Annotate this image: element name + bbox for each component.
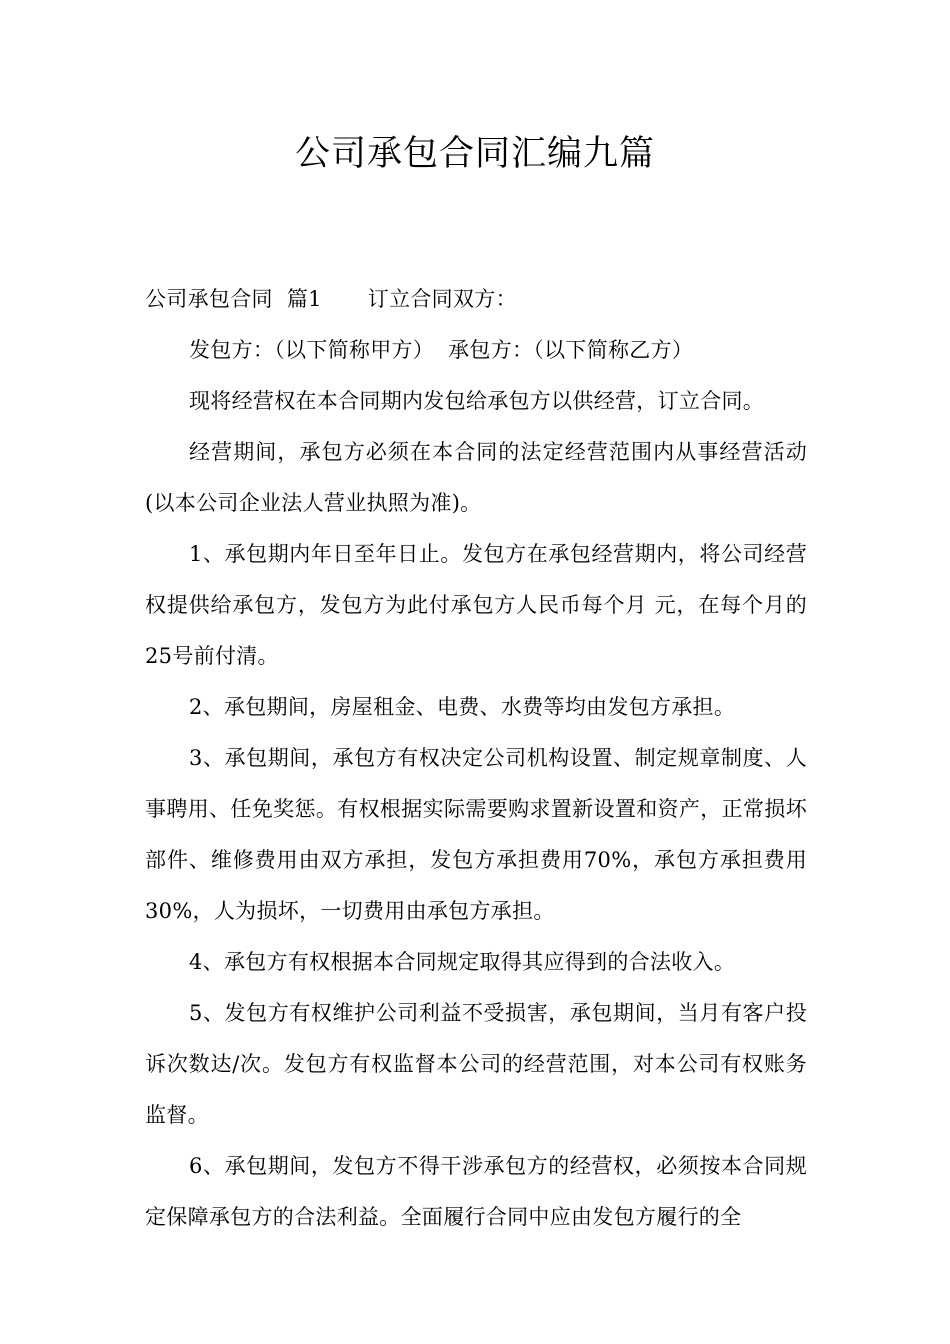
- clause-4: 4、承包方有权根据本合同规定取得其应得到的合法收入。: [189, 950, 736, 974]
- section-heading-number: 篇1: [286, 287, 322, 311]
- paragraph: 经营期间，承包方必须在本合同的法定经营范围内从事经营活动(以本公司企业法人营业执照为准)。: [145, 440, 807, 515]
- document-body: [145, 274, 807, 1243]
- document-title: 公司承包合同汇编九篇: [294, 134, 655, 174]
- clause-1: 1、承包期内年日至年日止。发包方在承包经营期内，将公司经营权提供给承包方，发包方为此付承包方人民币每个月 元，在每个月的25号前付清。: [145, 542, 807, 668]
- clause-5: 5、发包方有权维护公司利益不受损害，承包期间，当月有客户投诉次数达/次。发包方有权监督本公司的经营范围，对本公司有权账务监督。: [145, 1001, 807, 1127]
- section-heading-label: 公司承包合同: [145, 287, 273, 311]
- paragraph: 现将经营权在本合同期内发包给承包方以供经营，订立合同。: [189, 389, 765, 413]
- clause-6: 6、承包期间，发包方不得干涉承包方的经营权，必须按本合同规定保障承包方的合法利益。全面履行合同中应由发包方履行的全: [145, 1154, 807, 1229]
- section-heading: [145, 274, 807, 325]
- contractor-party: 承包方：（以下简称乙方）: [448, 338, 694, 362]
- employer-party: 发包方：（以下简称甲方）: [189, 338, 435, 362]
- section-heading-text: 订立合同双方：: [367, 287, 517, 311]
- parties-line: [145, 325, 807, 376]
- clause-2: 2、承包期间，房屋租金、电费、水费等均由发包方承担。: [189, 695, 736, 719]
- clause-3: 3、承包期间，承包方有权决定公司机构设置、制定规章制度、人事聘用、任免奖惩。有权根据实际需要购求置新设置和资产，正常损坏部件、维修费用由双方承担，发包方承担费用70%，承包方承担费用30%，人为损坏，一切费用由承包方承担。: [145, 746, 807, 923]
